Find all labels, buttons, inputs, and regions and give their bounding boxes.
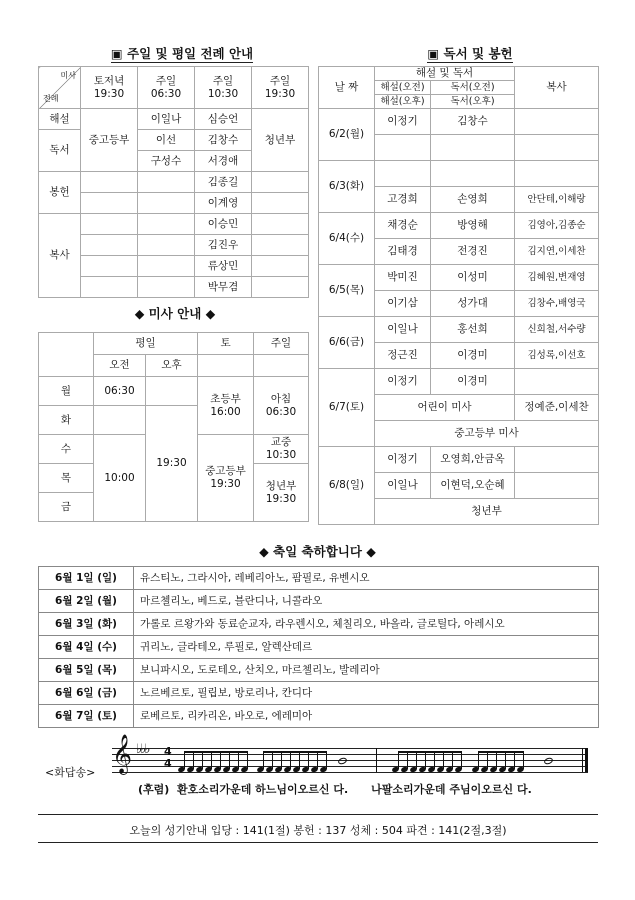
reading-date: 6/2(월): [319, 109, 375, 161]
cell: 오영희,안금옥: [431, 447, 515, 473]
feast-date: 6월 7일 (토): [39, 705, 134, 728]
cell: 김혜원,변재영: [515, 265, 599, 291]
mass-schedule-table: [38, 66, 309, 298]
role-reading: 독서: [39, 130, 81, 172]
half-note-icon: [543, 757, 554, 766]
feast-date: 6월 2일 (월): [39, 590, 134, 613]
half-note-icon: [337, 757, 348, 766]
feast-row: [39, 567, 599, 590]
date-head: 날 짜: [319, 67, 375, 109]
cell: 이정기: [375, 109, 431, 135]
group-sun-eve: 청년부: [252, 109, 309, 172]
cell: 심승언: [195, 109, 252, 130]
day-wed: 수: [39, 435, 94, 464]
day-fri: 금: [39, 493, 94, 522]
cell: 안단테,이해랑: [515, 187, 599, 213]
cell: 김지연,이세찬: [515, 239, 599, 265]
sub-head: 해설(오전): [375, 81, 431, 95]
cell: [515, 161, 599, 187]
weekday-head: 평일: [94, 333, 198, 355]
sun-head: 주일: [254, 333, 309, 355]
youth-mass: 중고등부 미사: [375, 421, 599, 447]
day-thu: 목: [39, 464, 94, 493]
cell: 성가대: [431, 291, 515, 317]
sun-young: 청년부 19:30: [254, 464, 309, 522]
feast-date: 6월 3일 (화): [39, 613, 134, 636]
reading-date: 6/5(목): [319, 265, 375, 317]
cell: 정근진: [375, 343, 431, 369]
cell: 김태경: [375, 239, 431, 265]
cell: [431, 161, 515, 187]
group-sat: 중고등부: [81, 109, 138, 172]
cell: 이현덕,오순혜: [431, 473, 515, 499]
cell: 홍선희: [431, 317, 515, 343]
cell: 박무겸: [195, 277, 252, 298]
am-time: 10:00: [94, 435, 146, 522]
feast-table: [38, 566, 599, 728]
readings-table: [318, 66, 599, 525]
hymn-guide: 오늘의 성기안내 입당 : 141(1절) 봉헌 : 137 성체 : 504 파견 : 141(2절,3절): [129, 824, 507, 837]
readings-title: ▣ 독서 및 봉헌: [427, 46, 513, 61]
mon-am: 06:30: [94, 377, 146, 406]
feast-row: [39, 682, 599, 705]
feast-row: [39, 613, 599, 636]
mass-guide-table: [38, 332, 309, 522]
feast-row: [39, 590, 599, 613]
sub-head: 독서(오전): [431, 81, 515, 95]
cell: 이경미: [431, 343, 515, 369]
cell: [375, 161, 431, 187]
cell: 신희철,서수량: [515, 317, 599, 343]
feast-names: 로베르토, 리카리온, 바오로, 에레미아: [134, 705, 599, 728]
feast-row: [39, 705, 599, 728]
cell: 손영희: [431, 187, 515, 213]
pm-time: 19:30: [146, 406, 198, 522]
sat-head: 토: [198, 333, 254, 355]
cell: 구성수: [138, 151, 195, 172]
role-offering: 봉헌: [39, 172, 81, 214]
feast-names: 귀리노, 글라테오, 루필로, 알렉산데르: [134, 636, 599, 659]
cell: 이기삼: [375, 291, 431, 317]
feast-date: 6월 4일 (수): [39, 636, 134, 659]
cell: 방영해: [431, 213, 515, 239]
cell: 이계영: [195, 193, 252, 214]
feast-row: [39, 636, 599, 659]
reading-date: 6/3(화): [319, 161, 375, 213]
reading-date: 6/4(수): [319, 213, 375, 265]
cell: 김성록,이선호: [515, 343, 599, 369]
role-server: 복사: [39, 214, 81, 298]
feast-names: 유스티노, 그라시아, 레베리아노, 팜필로, 유벤시오: [134, 567, 599, 590]
feast-names: 노르베르토, 필립보, 방로리나, 칸디다: [134, 682, 599, 705]
feast-date: 6월 5일 (목): [39, 659, 134, 682]
psalm-lyrics: (후렴) 환호소리가운데 하느님이오르신 다. 나팔소리가운데 주님이오르신 다.: [138, 783, 532, 796]
group-head: 해설 및 독서: [375, 67, 515, 81]
server-head: 복사: [515, 67, 599, 109]
cell: [431, 135, 515, 161]
cell: 정예준,이세찬: [515, 395, 599, 421]
reading-date: 6/8(일): [319, 447, 375, 525]
cell: 이승민: [195, 214, 252, 235]
sun-main: 교중 10:30: [254, 435, 309, 464]
cell: 전경진: [431, 239, 515, 265]
am-head: 오전: [94, 355, 146, 377]
cell: 채경순: [375, 213, 431, 239]
cell: 류상민: [195, 256, 252, 277]
col-sun-eve: 주일 19:30: [252, 67, 309, 109]
cell: 김창수: [431, 109, 515, 135]
psalm-label: <화답송>: [45, 766, 96, 779]
cell: 서경애: [195, 151, 252, 172]
cell: 김종길: [195, 172, 252, 193]
cell: 김창수: [195, 130, 252, 151]
cell: [515, 135, 599, 161]
cell: 이성미: [431, 265, 515, 291]
feast-title: ◆ 축일 축하합니다 ◆: [259, 544, 376, 559]
pm-head: 오후: [146, 355, 198, 377]
cell: 김진우: [195, 235, 252, 256]
key-signature-icon: ♭♭♭: [136, 742, 149, 757]
cell: 이일나: [138, 109, 195, 130]
cell: 김창수,배영국: [515, 291, 599, 317]
cell: [375, 135, 431, 161]
mass-guide-title: ◆ 미사 안내 ◆: [134, 306, 216, 321]
cell: 이정기: [375, 447, 431, 473]
sub-head: 독서(오후): [431, 95, 515, 109]
col-sat-eve: 토저녁 19:30: [81, 67, 138, 109]
kids-mass: 어린이 미사: [375, 395, 515, 421]
cell: 이일나: [375, 473, 431, 499]
col-sun-main: 주일 10:30: [195, 67, 252, 109]
sub-head: 해설(오후): [375, 95, 431, 109]
sat-youth: 중고등부 19:30: [198, 435, 254, 522]
feast-names: 마르첼리노, 베드로, 블란디나, 니콜라오: [134, 590, 599, 613]
role-commentary: 해설: [39, 109, 81, 130]
corner-cell: 미사 전례: [39, 67, 81, 109]
young-mass: 청년부: [375, 499, 599, 525]
reading-date: 6/6(금): [319, 317, 375, 369]
music-staff: [112, 734, 588, 774]
cell: 이일나: [375, 317, 431, 343]
sat-kids: 초등부 16:00: [198, 377, 254, 435]
cell: 이선: [138, 130, 195, 151]
feast-names: 가롤로 르왕가와 동료순교자, 라우렌시오, 체칠리오, 바올라, 글로틸다, 아레시오: [134, 613, 599, 636]
cell: 이경미: [431, 369, 515, 395]
time-signature-icon: 4 4: [164, 745, 172, 770]
feast-names: 보니파시오, 도로테오, 산치오, 마르첼리노, 발레리아: [134, 659, 599, 682]
col-sun-early: 주일 06:30: [138, 67, 195, 109]
cell: [515, 109, 599, 135]
feast-date: 6월 1일 (일): [39, 567, 134, 590]
cell: 김영아,김종순: [515, 213, 599, 239]
sun-morning: 아침 06:30: [254, 377, 309, 435]
feast-row: [39, 659, 599, 682]
mass-schedule-title: ▣ 주일 및 평일 전례 안내: [110, 46, 254, 61]
cell: 이정기: [375, 369, 431, 395]
treble-clef-icon: 𝄞: [112, 734, 133, 774]
day-tue: 화: [39, 406, 94, 435]
cell: 고경희: [375, 187, 431, 213]
day-mon: 월: [39, 377, 94, 406]
cell: 박미진: [375, 265, 431, 291]
feast-date: 6월 6일 (금): [39, 682, 134, 705]
reading-date: 6/7(토): [319, 369, 375, 447]
